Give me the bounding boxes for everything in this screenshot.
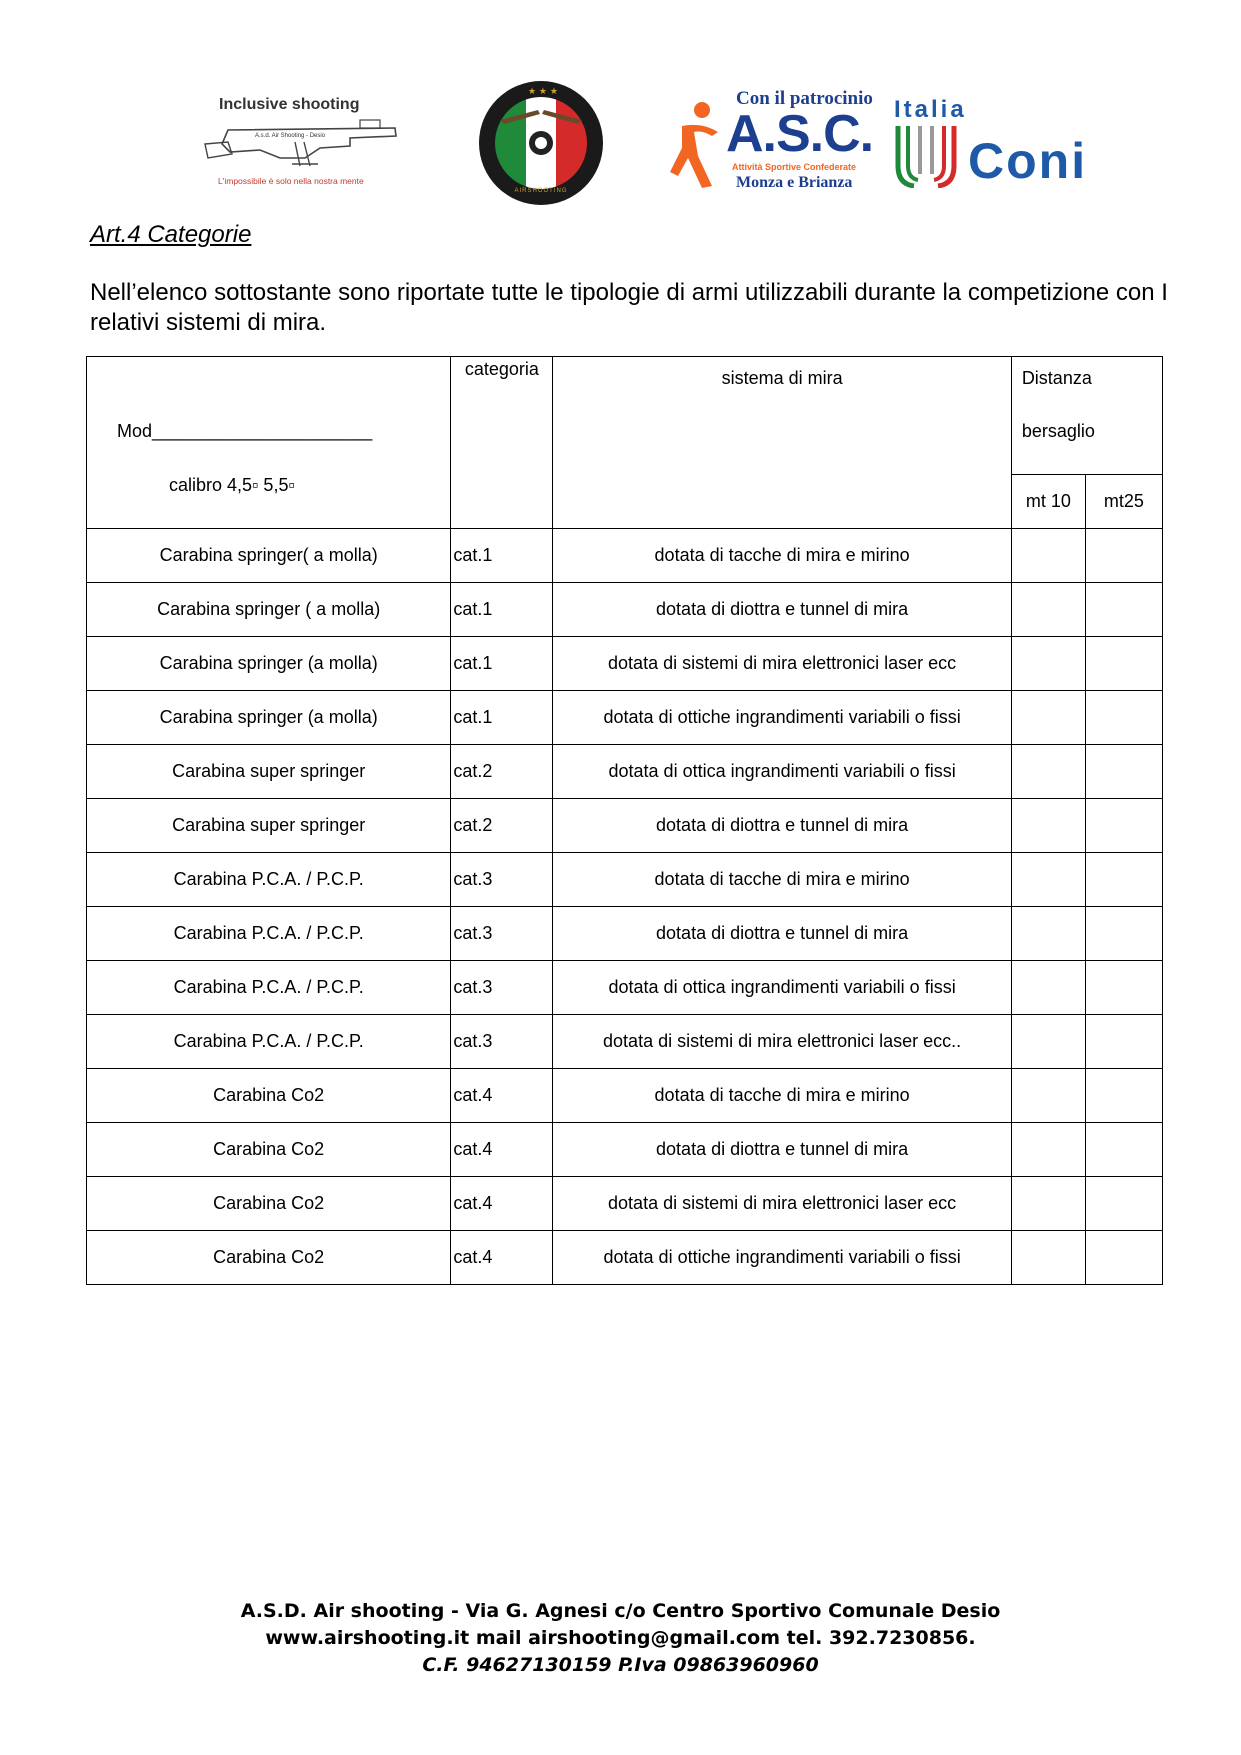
coni-main-text: Coni — [968, 133, 1088, 189]
row-mt10-cell[interactable] — [1011, 691, 1085, 745]
row-mt10-cell[interactable] — [1011, 745, 1085, 799]
table-header-row — [87, 357, 1163, 475]
header-mt25: mt25 — [1085, 475, 1162, 529]
row-modello: Carabina Co2 — [87, 1177, 451, 1231]
header-distanza: Distanza — [1021, 368, 1092, 388]
row-modello: Carabina Co2 — [87, 1231, 451, 1285]
row-mt25-cell[interactable] — [1085, 1231, 1162, 1285]
svg-text:★ ★ ★: ★ ★ ★ — [528, 87, 558, 97]
header-mt10: mt 10 — [1011, 475, 1085, 529]
header-sistema: sistema di mira — [553, 357, 1011, 529]
table-row — [87, 583, 1163, 637]
row-modello: Carabina springer( a molla) — [87, 529, 451, 583]
row-mt25-cell[interactable] — [1085, 529, 1162, 583]
row-categoria: cat.3 — [451, 1015, 553, 1069]
row-mt25-cell[interactable] — [1085, 1123, 1162, 1177]
row-mt10-cell[interactable] — [1011, 799, 1085, 853]
row-sistema: dotata di sistemi di mira elettronici laser ecc.. — [553, 1015, 1011, 1069]
row-modello: Carabina springer ( a molla) — [87, 583, 451, 637]
row-mt10-cell[interactable] — [1011, 961, 1085, 1015]
table-row — [87, 961, 1163, 1015]
row-modello: Carabina Co2 — [87, 1069, 451, 1123]
table-row — [87, 853, 1163, 907]
inclusive-logo-subtitle: A.s.d. Air Shooting - Desio — [255, 133, 326, 139]
row-modello: Carabina Co2 — [87, 1123, 451, 1177]
row-mt25-cell[interactable] — [1085, 961, 1162, 1015]
row-sistema: dotata di tacche di mira e mirino — [553, 529, 1011, 583]
row-mt10-cell[interactable] — [1011, 853, 1085, 907]
row-mt10-cell[interactable] — [1011, 1069, 1085, 1123]
table-row — [87, 637, 1163, 691]
row-mt10-cell[interactable] — [1011, 1177, 1085, 1231]
header-calibro: calibro 4,5▫ 5,5▫ — [169, 475, 295, 495]
row-mt10-cell[interactable] — [1011, 1015, 1085, 1069]
row-sistema: dotata di ottica ingrandimenti variabili o fissi — [553, 961, 1011, 1015]
row-sistema: dotata di diottra e tunnel di mira — [553, 583, 1011, 637]
row-categoria: cat.2 — [451, 799, 553, 853]
header-mod-cell — [87, 357, 451, 529]
header-distanza-cell — [1011, 357, 1162, 475]
row-mt25-cell[interactable] — [1085, 907, 1162, 961]
article-title: Art.4 Categorie — [90, 221, 252, 248]
table-row — [87, 691, 1163, 745]
row-mt25-cell[interactable] — [1085, 1177, 1162, 1231]
row-mt10-cell[interactable] — [1011, 1231, 1085, 1285]
row-modello: Carabina springer (a molla) — [87, 637, 451, 691]
row-mt10-cell[interactable] — [1011, 529, 1085, 583]
rifle-icon — [200, 114, 400, 174]
row-categoria: cat.3 — [451, 907, 553, 961]
row-sistema: dotata di ottiche ingrandimenti variabili o fissi — [553, 691, 1011, 745]
row-sistema: dotata di tacche di mira e mirino — [553, 1069, 1011, 1123]
row-categoria: cat.4 — [451, 1069, 553, 1123]
row-categoria: cat.4 — [451, 1231, 553, 1285]
asc-top-text: Con il patrocinio — [736, 88, 873, 109]
row-mt10-cell[interactable] — [1011, 907, 1085, 961]
table-row — [87, 1231, 1163, 1285]
row-modello: Carabina P.C.A. / P.C.P. — [87, 907, 451, 961]
coni-logo — [892, 96, 1092, 196]
row-sistema: dotata di diottra e tunnel di mira — [553, 907, 1011, 961]
row-sistema: dotata di tacche di mira e mirino — [553, 853, 1011, 907]
row-mt25-cell[interactable] — [1085, 583, 1162, 637]
article-intro: Nell’elenco sottostante sono riportate tutte le tipologie di armi utilizzabili durante la competizione con I relativi sistemi di mira. — [90, 279, 1168, 336]
row-modello: Carabina springer (a molla) — [87, 691, 451, 745]
row-modello: Carabina super springer — [87, 799, 451, 853]
row-categoria: cat.3 — [451, 853, 553, 907]
asc-sub1-text: Attività Sportive Confederate — [732, 162, 857, 172]
table-row — [87, 745, 1163, 799]
coni-top-text: Italia — [894, 96, 967, 123]
inclusive-shooting-logo — [200, 96, 400, 186]
table-row — [87, 1069, 1163, 1123]
row-mt25-cell[interactable] — [1085, 1015, 1162, 1069]
row-mt25-cell[interactable] — [1085, 853, 1162, 907]
row-sistema: dotata di diottra e tunnel di mira — [553, 799, 1011, 853]
row-modello: Carabina super springer — [87, 745, 451, 799]
row-mt25-cell[interactable] — [1085, 637, 1162, 691]
categories-table — [86, 356, 1163, 1285]
row-categoria: cat.1 — [451, 529, 553, 583]
row-mt25-cell[interactable] — [1085, 1069, 1162, 1123]
row-mt25-cell[interactable] — [1085, 691, 1162, 745]
header-categoria: categoria — [451, 357, 553, 529]
asc-sub2-text: Monza e Brianza — [736, 174, 853, 191]
table-row — [87, 799, 1163, 853]
row-sistema: dotata di sistemi di mira elettronici laser ecc — [553, 1177, 1011, 1231]
inclusive-logo-title: Inclusive shooting — [219, 96, 360, 113]
inclusive-logo-motto: L'impossibile è solo nella nostra mente — [218, 176, 364, 186]
runner-icon — [668, 96, 728, 196]
row-categoria: cat.2 — [451, 745, 553, 799]
row-categoria: cat.4 — [451, 1177, 553, 1231]
footer-address: A.S.D. Air shooting - Via G. Agnesi c/o Centro Sportivo Comunale Desio — [240, 1600, 1001, 1622]
row-sistema: dotata di diottra e tunnel di mira — [553, 1123, 1011, 1177]
row-mt25-cell[interactable] — [1085, 799, 1162, 853]
row-categoria: cat.4 — [451, 1123, 553, 1177]
table-row — [87, 907, 1163, 961]
row-categoria: cat.3 — [451, 961, 553, 1015]
airshooting-ring-text: AIRSHOOTING — [514, 188, 568, 194]
table-row — [87, 1123, 1163, 1177]
row-mt10-cell[interactable] — [1011, 637, 1085, 691]
row-categoria: cat.1 — [451, 583, 553, 637]
row-sistema: dotata di sistemi di mira elettronici laser ecc — [553, 637, 1011, 691]
logo-bar — [0, 78, 1241, 208]
header-bersaglio: bersaglio — [1021, 421, 1095, 441]
footer-tax-ids: C.F. 94627130159 P.Iva 09863960960 — [422, 1654, 819, 1676]
coni-stripes-icon — [894, 126, 960, 188]
asc-main-text: A.S.C. — [726, 105, 874, 163]
footer-contacts: www.airshooting.it mail airshooting@gmail.com tel. 392.7230856. — [265, 1627, 976, 1649]
row-mt25-cell[interactable] — [1085, 745, 1162, 799]
row-sistema: dotata di ottiche ingrandimenti variabili o fissi — [553, 1231, 1011, 1285]
row-modello: Carabina P.C.A. / P.C.P. — [87, 1015, 451, 1069]
header-mod: Mod______________________ — [117, 421, 373, 441]
row-categoria: cat.1 — [451, 691, 553, 745]
table-row — [87, 1015, 1163, 1069]
row-mt10-cell[interactable] — [1011, 1123, 1085, 1177]
row-modello: Carabina P.C.A. / P.C.P. — [87, 853, 451, 907]
table-row — [87, 529, 1163, 583]
row-categoria: cat.1 — [451, 637, 553, 691]
table-row — [87, 1177, 1163, 1231]
row-sistema: dotata di ottica ingrandimenti variabili o fissi — [553, 745, 1011, 799]
asc-logo — [668, 88, 880, 196]
row-mt10-cell[interactable] — [1011, 583, 1085, 637]
airshooting-logo — [478, 80, 604, 206]
row-modello: Carabina P.C.A. / P.C.P. — [87, 961, 451, 1015]
footer — [0, 1598, 1241, 1679]
